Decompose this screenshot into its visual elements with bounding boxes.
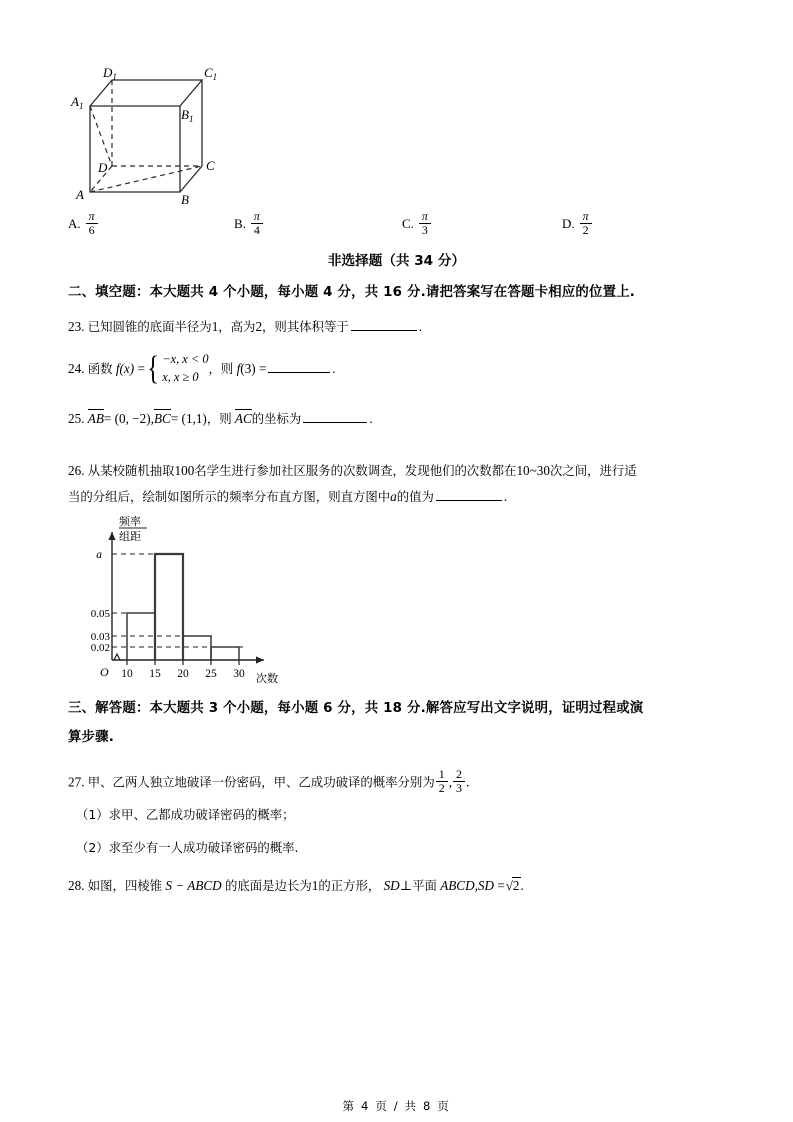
q27-tail: . [466, 774, 470, 790]
q28-text-d: 平面 [412, 878, 437, 893]
option-B-label: B. [234, 216, 246, 232]
vertex-label-D1: $D_1$ [103, 65, 117, 82]
vertex-label-D: D [98, 160, 108, 175]
q23-tail: . [418, 319, 423, 334]
y-tick-005: 0.05 [90, 608, 110, 620]
perpendicular-icon: ⊥ [399, 878, 413, 893]
option-A-label: A. [68, 216, 81, 232]
option-C[interactable] [402, 209, 432, 239]
x-tick-20: 20 [177, 668, 189, 680]
vertex-label-C: C [206, 158, 215, 173]
q24-mid-text: ，则 [208, 361, 234, 377]
section-two-heading: 二、填空题：本大题共 4 个小题，每小题 4 分，共 16 分.请把答案写在答题卡相应的位置上. [68, 285, 636, 300]
option-B[interactable] [234, 209, 264, 239]
q25-separator: , [150, 411, 154, 426]
q27-probability-2: $\frac{2}{3}$ [453, 768, 465, 795]
q26-student-count: 100 [174, 463, 195, 478]
y-tick-a: a [96, 549, 102, 561]
y-axis-label-numerator: 频率 [119, 516, 141, 528]
q26-line1-text-c: 次之间，进行适 [549, 463, 637, 478]
question-26-line-2 [68, 487, 733, 506]
page-footer: 第 4 页 / 共 8 页 [342, 1099, 451, 1113]
option-B-value: $\frac{\pi}{4}$ [251, 210, 263, 237]
q25-vector-AB: AB [87, 411, 104, 426]
histogram-guides [112, 554, 246, 647]
q25-vector-AB-value: = (0, −2) [103, 411, 151, 426]
q25-vector-BC: BC [153, 411, 171, 426]
q24-number: 24. [68, 361, 85, 377]
q27-number: 27. [68, 774, 85, 790]
q24-function-arg: (x) [119, 361, 135, 377]
vertex-label-B1: $B_1$ [181, 107, 194, 124]
vertex-label-A: A [76, 187, 84, 202]
q26-line1-text-a: 从某校随机抽取 [87, 463, 175, 478]
question-25 [68, 409, 728, 428]
question-26-line-1 [68, 461, 733, 480]
q24-text-a: 函数 [87, 361, 113, 377]
question-27-part-2: （2）求至少有一人成功破译密码的概率. [76, 840, 299, 855]
q24-tail: . [332, 361, 336, 377]
q26-line2-text-a: 当的分组后，绘制如图所示的频率分布直方图，则直方图中 [68, 489, 391, 504]
q26-number: 26. [68, 463, 85, 478]
non-choice-heading: 非选择题（共 34 分） [327, 253, 466, 269]
q26-line1-text-b: 名学生进行参加社区服务的次数调查，发现他们的次数都在 [194, 463, 517, 478]
q25-number: 25. [68, 411, 85, 426]
q28-number: 28. [68, 878, 85, 893]
histogram-svg [78, 508, 308, 688]
q25-vector-AC: AC [234, 411, 252, 426]
q27-text-a: 甲、乙两人独立地破译一份密码，甲、乙成功破译的概率分别为 [87, 774, 435, 790]
x-tick-10: 10 [121, 668, 133, 680]
q28-segment-SD: SD [383, 878, 400, 893]
q28-text-c: 的正方形， [318, 878, 381, 893]
cube-figure [62, 44, 262, 214]
q28-text-b: 的底面是边长为 [225, 878, 312, 893]
q24-answer-blank[interactable] [268, 359, 330, 373]
question-27 [68, 767, 728, 797]
q25-tail: . [369, 411, 373, 426]
q26-tail: . [503, 489, 508, 504]
q26-range: 10~30 [516, 463, 550, 478]
q24-equals-2: = [258, 361, 267, 377]
y-axis-label-denominator: 组距 [119, 531, 141, 543]
q24-f3-name: f [236, 361, 241, 377]
option-C-value: $\frac{\pi}{3}$ [419, 210, 431, 237]
q26-variable: a [390, 489, 397, 504]
q26-answer-blank[interactable] [436, 487, 502, 501]
q23-text-c: ，则其体积等于 [262, 319, 349, 334]
y-tick-003: 0.03 [90, 631, 110, 643]
x-tick-30: 30 [233, 668, 245, 680]
section-three-heading-line-1: 三、解答题：本大题共 3 个小题，每小题 6 分，共 18 分.解答应写出文字说明，证明过程或演 [68, 701, 644, 716]
q23-answer-blank[interactable] [351, 317, 417, 331]
option-D-label: D. [562, 216, 575, 232]
question-24 [68, 352, 728, 388]
question-27-part-1: （1）求甲、乙都成功破译密码的概率； [76, 807, 295, 822]
q24-equals: = [137, 361, 145, 377]
question-28 [68, 876, 733, 896]
section-three-heading-line-2: 算步骤. [68, 730, 115, 745]
x-axis-arrow-icon [256, 656, 264, 663]
y-tick-002: 0.02 [90, 642, 110, 654]
vertex-label-C1: $C_1$ [204, 65, 218, 82]
y-axis-label [119, 514, 147, 543]
x-tick-25: 25 [205, 668, 217, 680]
option-C-label: C. [402, 216, 414, 232]
q25-text-b: 的坐标为 [251, 411, 302, 426]
x-tick-15: 15 [149, 668, 161, 680]
q28-tail: . [520, 878, 524, 893]
q28-side-length: 1 [311, 878, 319, 893]
q24-case-2: x, x ≥ 0 [162, 370, 199, 385]
cube-svg [62, 44, 262, 214]
histogram-bars [127, 554, 239, 660]
q28-equals: = [497, 878, 505, 893]
x-axis-title: 次数 [256, 673, 278, 685]
bar-20-25 [183, 636, 211, 660]
q25-vector-BC-value: = (1,1) [170, 411, 207, 426]
x-axis-break-icon [114, 654, 120, 660]
q28-solid-name: S − ABCD [165, 878, 222, 893]
q24-piecewise [145, 351, 209, 387]
q27-prob-separator: , [448, 774, 453, 790]
q23-radius: 1 [211, 319, 219, 334]
q28-comma: , [474, 878, 478, 893]
q23-text-b: ，高为 [218, 319, 256, 334]
q23-text-a: 已知圆锥的底面半径为 [87, 319, 212, 334]
x-ticks [127, 660, 239, 665]
vertex-label-A1: $A_1$ [71, 94, 84, 111]
left-brace-icon: { [147, 350, 159, 388]
vertex-label-B: B [181, 192, 189, 207]
q24-function-name: f [115, 361, 120, 377]
q25-mid-text: ，则 [206, 411, 232, 426]
q24-f3-arg: (3) [240, 361, 256, 377]
option-A[interactable] [68, 209, 99, 239]
option-D[interactable] [562, 209, 593, 239]
option-A-value: $\frac{\pi}{6}$ [86, 210, 98, 237]
origin-label: O [100, 665, 109, 679]
q24-case-1: −x, x < 0 [162, 352, 209, 367]
q27-probability-1: $\frac{1}{2}$ [436, 768, 448, 795]
q28-plane-ABCD: ABCD [440, 878, 475, 893]
q28-text-a: 如图，四棱锥 [87, 878, 163, 893]
q26-line2-text-b: 的值为 [396, 489, 434, 504]
bar-15-20 [155, 554, 183, 660]
q28-segment-SD-2: SD [477, 878, 495, 893]
answer-options [68, 208, 728, 248]
bar-25-30 [211, 647, 239, 660]
frequency-histogram [78, 508, 308, 688]
q23-height: 2 [255, 319, 263, 334]
q28-sqrt: √2 [505, 878, 520, 893]
radical-icon: √ [505, 878, 513, 893]
y-axis-arrow-icon [108, 532, 115, 540]
q25-answer-blank[interactable] [303, 409, 367, 423]
option-D-value: $\frac{\pi}{2}$ [580, 210, 592, 237]
q23-number: 23. [68, 319, 85, 334]
question-23 [68, 317, 728, 336]
